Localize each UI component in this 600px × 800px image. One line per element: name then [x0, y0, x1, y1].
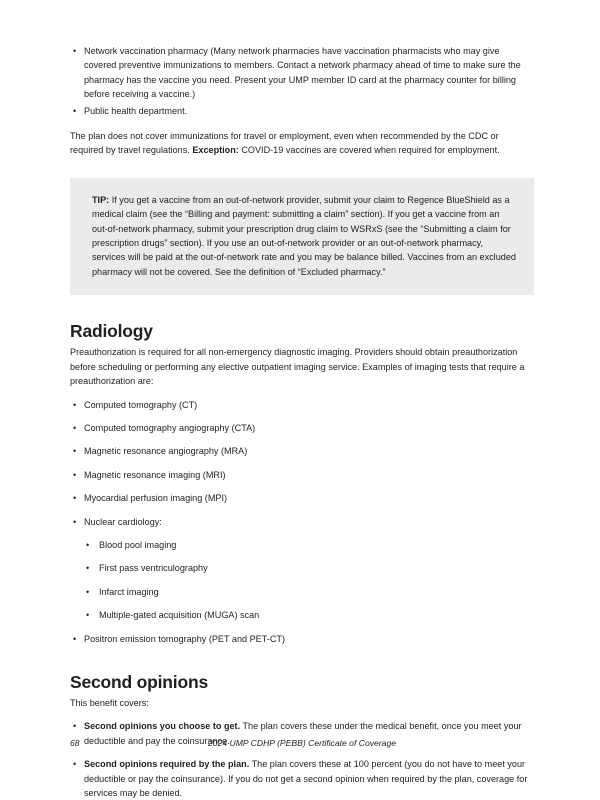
list-item-text: Magnetic resonance imaging (MRI) — [84, 469, 226, 480]
page-content — [70, 44, 534, 800]
tip-text-block — [92, 193, 516, 279]
page-footer — [70, 736, 534, 750]
footer-document-title: 2024 UMP CDHP (PEBB) Certificate of Coverage — [207, 738, 397, 748]
nuclear-cardiology-sublist — [84, 538, 534, 623]
list-item-bold-label: Second opinions you choose to get. — [84, 721, 241, 732]
list-item — [70, 491, 534, 505]
tip-callout-box — [70, 178, 534, 295]
radiology-intro: Preauthorization is required for all non-emergency diagnostic imaging. Providers should obtain preauthorization before scheduling or performing any elective outpatient imaging service. Examples of imaging tests that require a preauthorization are: — [70, 347, 525, 387]
sub-list-item — [84, 608, 534, 622]
exception-label: Exception: — [192, 145, 239, 156]
sub-list-item — [84, 538, 534, 552]
radiology-heading: Radiology — [70, 321, 153, 342]
second-opinions-heading: Second opinions — [70, 671, 208, 692]
list-item — [70, 468, 534, 482]
list-item — [70, 444, 534, 458]
radiology-tests-list — [70, 398, 534, 646]
sub-list-item — [84, 561, 534, 575]
list-item-text: Nuclear cardiology: — [84, 516, 162, 527]
list-item — [70, 104, 534, 118]
list-item — [70, 421, 534, 435]
page-number: 68 — [70, 738, 80, 748]
list-item-text: Network vaccination pharmacy (Many network pharmacies have vaccination pharmacists who may give covered preventive immunizations to members. Contact a network pharmacy ahead of time to make sure the pharmacy has the vaccine you need. Present your UMP member ID card at the pharmacy counter for billing before receiving a vaccine.) — [84, 46, 521, 100]
second-opinions-intro: This benefit covers: — [70, 697, 149, 708]
list-item — [70, 398, 534, 412]
list-item — [70, 757, 534, 800]
sub-list-item-text: First pass ventriculography — [99, 563, 208, 574]
list-item-text: Positron emission tomography (PET and PET-CT) — [84, 633, 285, 644]
list-item-text: Computed tomography angiography (CTA) — [84, 422, 256, 433]
list-item-text: Public health department. — [84, 105, 188, 116]
sub-list-item-text: Blood pool imaging — [99, 539, 177, 550]
list-item-text: The plan covers these at 100 percent (you do not have to meet your deductible or pay the coinsurance). If you do not get a second opinion when required by the plan, coverage for services may be denied. — [84, 759, 528, 798]
sub-list-item — [84, 585, 534, 599]
list-item — [70, 44, 534, 102]
list-item-text: The plan covers these under the medical benefit, once you meet your deductible and pay the coinsurance. — [84, 721, 522, 746]
vaccination-sources-list — [70, 44, 534, 118]
sub-list-item-text: Multiple-gated acquisition (MUGA) scan — [99, 610, 260, 621]
travel-text-before: The plan does not cover immunizations for travel or employment, even when recommended by the CDC or required by travel regulations. — [70, 131, 499, 156]
list-item-bold-label: Second opinions required by the plan. — [84, 759, 250, 770]
list-item — [70, 632, 534, 646]
travel-text-after: COVID-19 vaccines are covered when required for employment. — [238, 145, 500, 156]
travel-immunizations-paragraph — [70, 129, 534, 158]
list-item-text: Magnetic resonance angiography (MRA) — [84, 446, 248, 457]
list-item-nuclear-cardiology — [70, 515, 534, 623]
list-item-text: Computed tomography (CT) — [84, 399, 198, 410]
second-opinions-list — [70, 719, 534, 800]
list-item-text: Myocardial perfusion imaging (MPI) — [84, 493, 228, 504]
tip-body-text: If you get a vaccine from an out-of-network provider, submit your claim to Regence BlueShield as a medical claim (see the “Billing and payment: submitting a claim” section). If you get a vaccine from an out-of-network pharmacy, submit your prescription drug claim to WSRxS (see the “Submitting a claim for prescription drugs” section). If you use an out-of-network provider or an out-of-network pharmacy, services will be paid at the out-of-network rate and you may be balance billed. Vaccines from an excluded pharmacy will not be covered. See the definition of “Excluded pharmacy.” — [92, 194, 516, 277]
sub-list-item-text: Infarct imaging — [99, 586, 159, 597]
tip-label: TIP: — [92, 194, 110, 205]
